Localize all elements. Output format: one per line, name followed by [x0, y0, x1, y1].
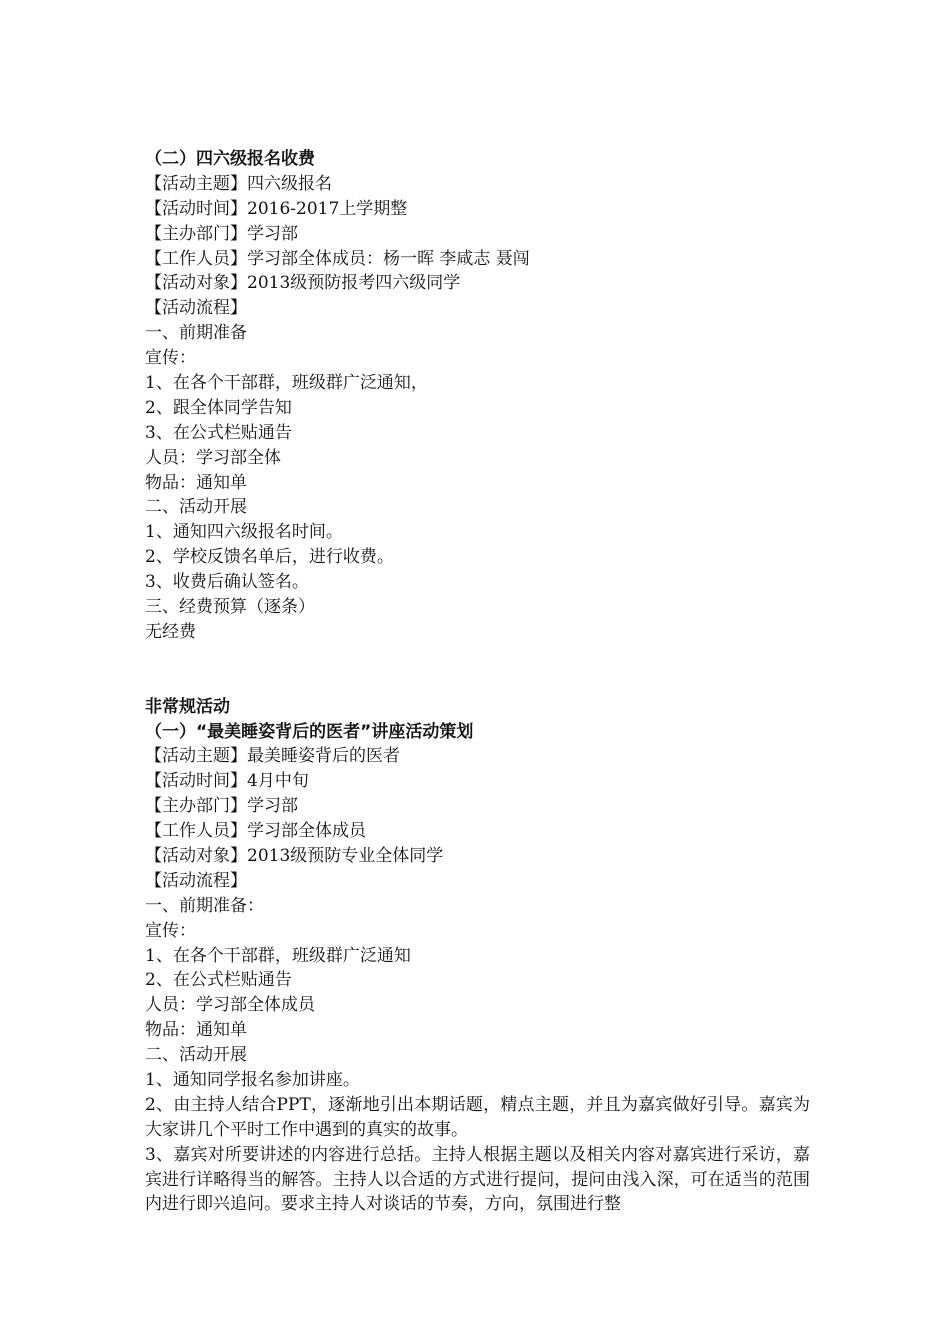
section2-line: 【主办部门】学习部	[145, 796, 298, 817]
section1-line: 【活动对象】2013级预防报考四六级同学	[145, 273, 461, 294]
section2-line: 二、活动开展	[145, 1045, 247, 1066]
section1-line: 【主办部门】学习部	[145, 223, 298, 244]
section1-line: 【工作人员】学习部全体成员：杨一晖 李咸志 聂闯	[145, 248, 530, 269]
section2-line: 2、在公式栏贴通告	[145, 970, 292, 991]
section2-line: 【活动流程】	[145, 870, 247, 891]
section1-line: 1、通知四六级报名时间。	[145, 522, 343, 543]
section1-line: 宣传：	[145, 348, 196, 369]
section2-line: 宣传：	[145, 920, 196, 941]
section1-line: 物品：通知单	[145, 472, 247, 493]
section2-title: 非常规活动	[145, 696, 230, 717]
section1-line: 2、学校反馈名单后，进行收费。	[145, 547, 394, 568]
section1-line: 无经费	[145, 621, 196, 642]
document-page	[145, 147, 810, 1217]
section2-line: 【活动时间】4月中旬	[145, 771, 309, 792]
section1-line: 一、前期准备	[145, 323, 247, 344]
section2-paragraph: 2、由主持人结合PPT，逐渐地引出本期话题，精点主题，并且为嘉宾做好引导。嘉宾为大家讲几个平时工作中遇到的真实的故事。	[145, 1094, 810, 1140]
section-spacer	[145, 645, 810, 695]
section1-line: 3、收费后确认签名。	[145, 572, 309, 593]
section2-line: 人员：学习部全体成员	[145, 995, 315, 1016]
section1-line: 1、在各个干部群，班级群广泛通知，	[145, 373, 428, 394]
section1-line: 3、在公式栏贴通告	[145, 422, 292, 443]
section2-line: 一、前期准备：	[145, 895, 264, 916]
section1-line: 【活动主题】四六级报名	[145, 173, 332, 194]
section1-line: 二、活动开展	[145, 497, 247, 518]
section2-line: 【工作人员】学习部全体成员	[145, 821, 366, 842]
section1-line: 人员：学习部全体	[145, 447, 281, 468]
section1-heading: （二）四六级报名收费	[145, 149, 315, 169]
section2-line: 1、通知同学报名参加讲座。	[145, 1069, 360, 1090]
section2-heading: （一）“最美睡姿背后的医者”讲座活动策划	[145, 721, 474, 742]
section2-line: 1、在各个干部群，班级群广泛通知	[145, 945, 411, 966]
section2-line: 物品：通知单	[145, 1020, 247, 1041]
section1-line: 【活动时间】2016-2017上学期整	[145, 198, 408, 219]
section2-line: 【活动主题】最美睡姿背后的医者	[145, 746, 400, 767]
section1-line: 2、跟全体同学告知	[145, 397, 292, 418]
section2-paragraph: 3、嘉宾对所要讲述的内容进行总括。主持人根据主题以及相关内容对嘉宾进行采访，嘉宾进行详略得当的解答。主持人以合适的方式进行提问，提问由浅入深，可在适当的范围内进行即兴追问。要求主持人对谈话的节奏，方向，氛围进行整	[145, 1144, 810, 1215]
section2-line: 【活动对象】2013级预防专业全体同学	[145, 845, 444, 866]
section1-line: 【活动流程】	[145, 298, 247, 319]
section1-line: 三、经费预算（逐条）	[145, 597, 315, 618]
